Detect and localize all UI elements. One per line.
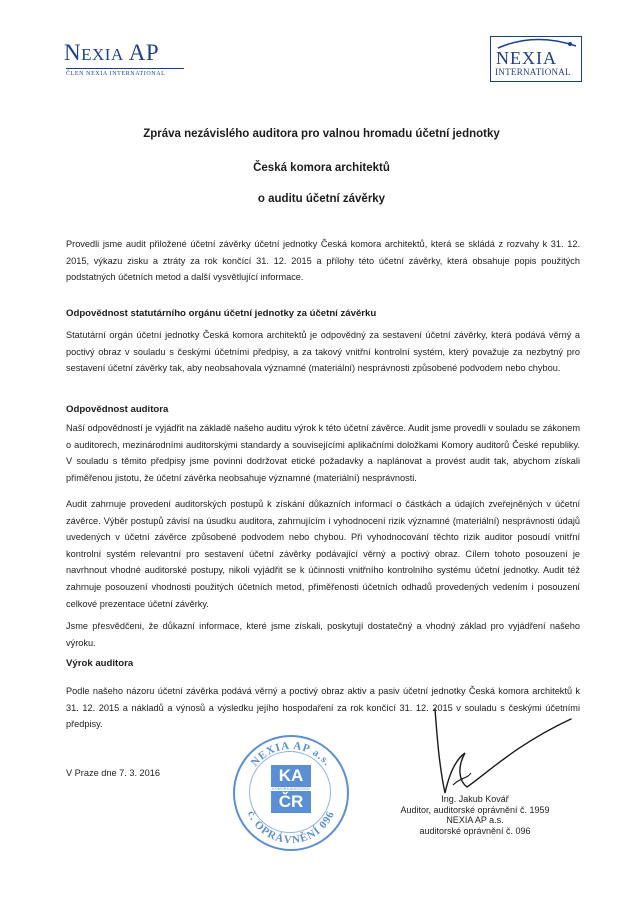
- logo-left-name-cap: N: [64, 40, 82, 65]
- logo-right-international: INTERNATIONAL: [495, 67, 571, 77]
- heading-management-responsibility: Odpovědnost statutárního orgánu účetní jednotky za účetní závěrku: [66, 308, 377, 319]
- stamp-top-text: NEXIA AP a.s.: [248, 739, 334, 769]
- signer-company: NEXIA AP a.s.: [446, 815, 504, 826]
- stamp-ka-block: KA: [271, 765, 311, 787]
- signer-company-license: auditorské oprávnění č. 096: [419, 825, 531, 836]
- logo-right-word: NEXIA: [496, 48, 557, 68]
- auditor-responsibility-paragraph-3: Jsme přesvědčeni, že důkazní informace, které jsme získali, poskytují dostatečný a vhodný základ pro vyjádření našeho výroku.: [66, 621, 580, 648]
- stamp-mini-text: KOMORA AUDITORŮ: [272, 787, 310, 791]
- logo-left-name-small: EXIA: [81, 45, 124, 64]
- auditor-responsibility-paragraph-2: Audit zahrnuje provedení auditorských postupů k získání důkazních informací o částkách a údajích zveřejněných v účetní závěrce. Výběr postupů závisí na úsudku auditora, zahrnujícím i vyhodnocení rizik významné (materiální) nesprávnosti údajů uvedených v účetní závěrce způsobené podvodem nebo chybou. Při vyhodnocování těchto rizik auditor posoudí vnitřní kontrolní systém relevantní pro sestavení účetní závěrky podávající věrný a poctivý obraz. Cílem tohoto posouzení je navrhnout vhodné auditorské postupy, nikoli vyjádřit se k účinnosti vnitřního kontrolního systému účetní jednotky. Audit též zahrnuje posouzení vhodnosti použitých účetních metod, přiměřenosti účetních odhadů provedených vedením i posouzení celkové prezentace účetní závěrky.: [66, 499, 580, 609]
- stamp-bottom-text: č. OPRÁVNĚNÍ 096: [244, 809, 338, 847]
- management-responsibility-paragraph: Statutární orgán účetní jednotky Česká komora architektů je odpovědný za sestavení účetní závěrky, která podává věrný a poctivý obraz v souladu s českými účetními předpisy, a za takový vnitřní kontrolní systém, který považuje za nezbytný pro sestavení účetní závěrky tak, aby neobsahovala významné (materiální) nesprávnosti způsobené podvodem nebo chybou.: [66, 330, 580, 374]
- logo-left-name-ap: AP: [123, 40, 160, 65]
- logo-left-name: [64, 40, 159, 66]
- intro-paragraph: Provedli jsme audit přiložené účetní závěrky účetní jednotky Česká komora architektů, která se skládá z rozvahy k 31. 12. 2015, výkazu zisku a ztráty za rok končící 31. 12. 2015 a přílohy této účetní závěrky, která obsahuje popis použitých podstatných účetních metod a další vysvětlující informace.: [66, 239, 580, 283]
- heading-auditor-responsibility: Odpovědnost auditora: [66, 404, 169, 415]
- signer-block: [370, 794, 580, 836]
- logo-left-rule: [66, 68, 184, 69]
- auditor-stamp: [233, 735, 349, 851]
- auditor-opinion-paragraph: Podle našeho názoru účetní závěrka podává věrný a poctivý obraz aktiv a pasiv účetní jednotky Česká komora architektů k 31. 12. 2015 a nákladů a výnosů a výsledku jejího hospodaření za rok končící 31. 12. 2015 v souladu s českými účetními předpisy.: [66, 686, 580, 730]
- stamp-cr-block: ČR: [271, 791, 311, 813]
- nexia-ap-logo: [64, 40, 194, 82]
- report-date: V Praze dne 7. 3. 2016: [66, 768, 160, 778]
- signer-role: Auditor, auditorské oprávnění č. 1959: [400, 804, 550, 815]
- signer-name: Ing. Jakub Kovář: [441, 794, 509, 804]
- heading-auditor-opinion: Výrok auditora: [66, 658, 134, 669]
- handwritten-signature-icon: [395, 705, 575, 805]
- report-subject: o auditu účetní závěrky: [257, 193, 386, 205]
- nexia-international-logo: [490, 36, 582, 84]
- report-title: Zpráva nezávislého auditora pro valnou hromadu účetní jednotky: [143, 128, 500, 140]
- report-entity-name: Česká komora architektů: [253, 162, 390, 174]
- auditor-responsibility-paragraph-1: Naší odpovědností je vyjádřit na základě našeho auditu výrok k této účetní závěrce. Audit jsme provedli v souladu se zákonem o auditorech, mezinárodními auditorskými standardy a souvisejícími aplikačními doložkami Komory auditorů České republiky. V souladu s těmito předpisy jsme povinni dodržovat etické požadavky a naplánovat a provést audit tak, abychom získali přiměřenou jistotu, že účetní závěrka neobsahuje významné (materiální) nesprávnosti.: [66, 423, 580, 483]
- logo-left-subtitle: ČLEN NEXIA INTERNATIONAL: [66, 71, 166, 77]
